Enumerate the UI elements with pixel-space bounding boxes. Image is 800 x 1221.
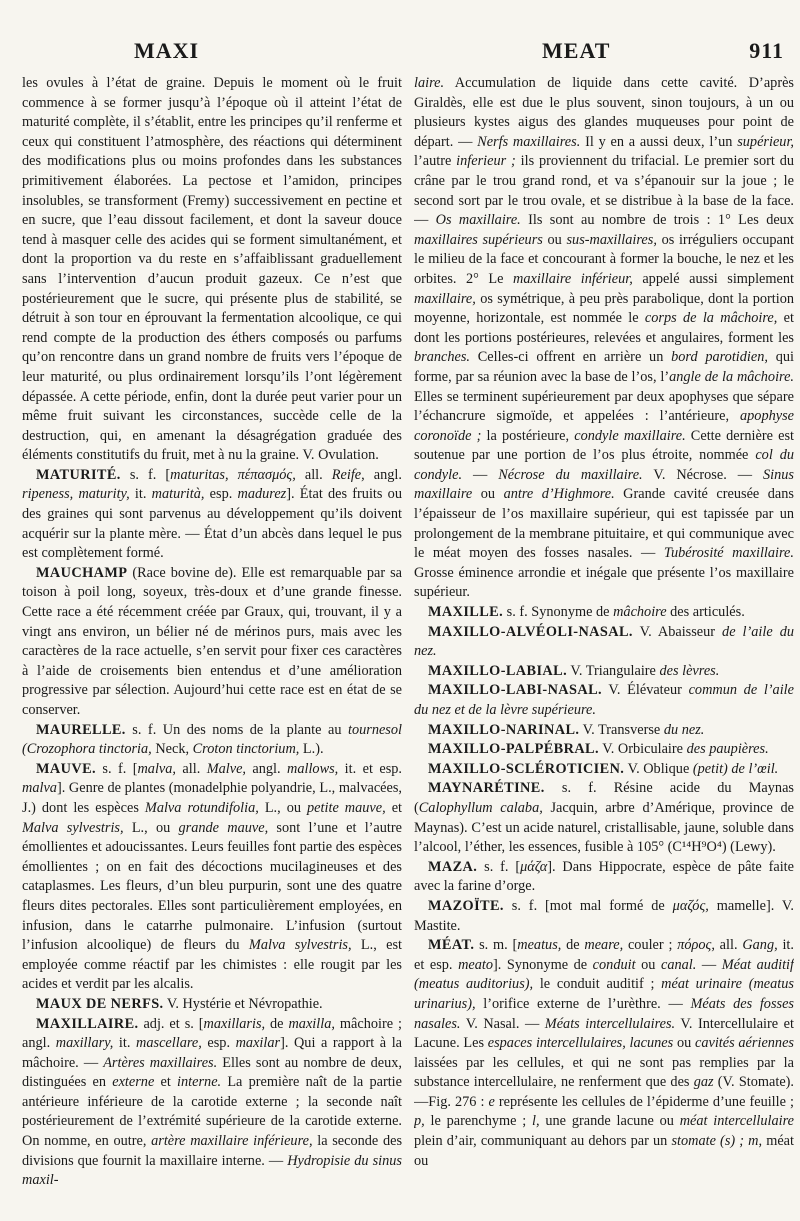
- italic-text: mallows,: [287, 760, 339, 777]
- page-number: 911: [749, 38, 784, 63]
- entry-headword: MAXILLO-SCLÉROTICIEN.: [428, 760, 625, 777]
- entry-text: des articulés.: [666, 604, 745, 621]
- entry-maux-nerfs: [22, 995, 402, 1015]
- entry-text: s. f. Un des noms de la plante au: [125, 721, 348, 738]
- left-guide-word: MAXI: [134, 38, 200, 63]
- entry-text: une grande lacune ou: [539, 1113, 680, 1130]
- entry-headword: MAUVE.: [36, 760, 96, 777]
- entry-text: Celles-ci offrent en arrière un: [470, 349, 672, 366]
- entry-maxillo-labi-nasal: [414, 681, 794, 720]
- entry-text: laissées par les cellules, et qui ne sont pas remplies par la substance intercellulaire, ne renferment que des: [414, 1054, 794, 1091]
- italic-text: Méat auditif (meatus auditorius),: [414, 956, 794, 993]
- entry-graine-cont: [22, 74, 402, 466]
- entry-text: L., est employée comme réactif par les chimistes : elle rougit par les acides et verdit par les alcalis.: [22, 937, 402, 993]
- italic-text: meatus,: [517, 937, 562, 954]
- entry-text: V. Abaisseur: [632, 623, 723, 640]
- italic-text: Croton tinctorium,: [192, 741, 300, 758]
- italic-text: bord parotidien,: [671, 349, 768, 366]
- entry-text: La première naît de la partie antérieure inférieure de la carotide externe ; la seconde naît postérieurement de l’extrémité supérieure de la carotide externe. On nomme, en outre,: [22, 1074, 402, 1150]
- italic-text: madurez: [237, 486, 287, 503]
- italic-text: commun de l’aile du nez et de la lèvre supérieure.: [414, 682, 794, 718]
- entry-headword: MAXILLO-LABIAL.: [428, 662, 568, 679]
- italic-text: gaz: [693, 1074, 714, 1091]
- entry-headword: MAYNARÉTINE.: [428, 780, 545, 797]
- entry-text: angl.: [364, 466, 402, 483]
- italic-text: Calophyllum calaba,: [418, 799, 543, 816]
- entry-headword: MÉAT.: [428, 937, 475, 954]
- entry-hydropisie-cont: [414, 74, 794, 603]
- entry-text: V. Élévateur: [602, 682, 689, 699]
- entry-text: ou: [472, 486, 504, 503]
- entry-headword: MAXILLO-NARINAL.: [428, 721, 580, 738]
- italic-text: Malva rotundifolia,: [144, 799, 259, 816]
- right-column: [414, 74, 794, 1213]
- italic-text: conduit: [592, 956, 636, 973]
- italic-text: μαζός,: [672, 897, 709, 914]
- entry-text: L., ou: [123, 819, 179, 836]
- entry-text: couler ;: [623, 937, 678, 954]
- entry-text: it.: [129, 486, 152, 503]
- italic-text: canal.: [660, 956, 697, 973]
- italic-text: tournesol (Crozophora tinctoria,: [22, 721, 402, 758]
- entry-maxillo-narinal: [414, 721, 794, 741]
- text-columns: [22, 74, 794, 1213]
- italic-text: Sinus maxillaire: [414, 466, 794, 503]
- italic-text: maxillary,: [55, 1035, 114, 1052]
- entry-headword: MAXILLAIRE.: [36, 1015, 139, 1032]
- entry-text: le conduit auditif ;: [533, 976, 662, 993]
- entry-text: mamelle]. V. Mastite.: [414, 897, 794, 934]
- italic-text: Hydropisie du sinus maxil-: [22, 1152, 402, 1189]
- entry-text: L.).: [299, 741, 324, 758]
- entry-text: Ils sont au nombre de trois : 1° Les deux: [520, 212, 794, 229]
- entry-headword: MAXILLO-ALVÉOLI-NASAL.: [428, 623, 633, 640]
- entry-headword: MAXILLE.: [428, 604, 504, 621]
- right-guide-word: MEAT: [542, 38, 611, 63]
- entry-maynaretine: [414, 779, 794, 857]
- entry-text: ou: [635, 956, 661, 973]
- italic-text: Gang,: [742, 937, 778, 954]
- italic-text: maxillaire,: [414, 290, 476, 307]
- entry-text: s. f. [: [120, 466, 171, 483]
- entry-maxillaire: [22, 1015, 402, 1191]
- italic-text: supérieur,: [737, 133, 794, 150]
- italic-text: Artères maxillaires.: [103, 1054, 218, 1071]
- italic-text: condyle maxillaire.: [574, 427, 686, 444]
- entry-headword: MATURITÉ.: [36, 466, 121, 483]
- entry-text: V. Oblique: [624, 760, 693, 777]
- entry-text: l’autre: [414, 153, 457, 170]
- entry-text: it. et esp.: [414, 937, 794, 973]
- entry-text: de: [265, 1015, 289, 1032]
- italic-text: mascellare,: [136, 1035, 202, 1052]
- entry-text: all.: [714, 937, 743, 954]
- left-column: [22, 74, 402, 1213]
- entry-text: représente les cellules de l’épiderme d’une feuille ;: [494, 1093, 794, 1110]
- entry-text: adj. et s. [: [138, 1015, 204, 1032]
- entry-mauve: [22, 760, 402, 995]
- entry-text: all.: [175, 760, 207, 777]
- entry-text: Jacquin, arbre d’Amérique, province de Maynas). C’est un acide naturel, cristallisable, jaune, soluble dans l’alcool, l’éther, les essences, fusible à 105° (C¹⁴H⁹O⁴) (Lewy).: [414, 799, 794, 856]
- italic-text: maturitas, πέπασμός,: [170, 466, 296, 483]
- italic-text: Méats intercellulaires.: [544, 1015, 676, 1032]
- entry-text: esp.: [204, 486, 238, 503]
- italic-text: espaces intercellulaires, lacunes: [487, 1035, 674, 1052]
- italic-text: sus-maxillaires,: [566, 231, 657, 248]
- entry-text: s. f. [mot mal formé de: [503, 897, 673, 914]
- entry-headword: MAXILLO-PALPÉBRAL.: [428, 741, 599, 758]
- italic-text: malva,: [137, 760, 176, 777]
- italic-text: Malve,: [206, 760, 246, 777]
- entry-text: Neck,: [151, 741, 193, 758]
- entry-text: Grande cavité creusée dans l’épaisseur de l’os maxillaire supérieur, qui est tapissée par un prolongement de la membrane pituitaire, et qui communique avec le méat moyen des fosses nasales. —: [414, 486, 794, 562]
- italic-text: meare,: [584, 937, 624, 954]
- italic-text: laire.: [414, 75, 445, 91]
- entry-text: s. f. Synonyme de: [503, 604, 614, 621]
- entry-text: Elles sont au nombre de deux, distinguées en: [22, 1054, 402, 1091]
- entry-text: et: [154, 1074, 178, 1091]
- italic-text: inferieur ;: [456, 153, 516, 170]
- entry-text: V. Triangulaire: [567, 662, 660, 679]
- italic-text: malva: [22, 780, 57, 797]
- italic-text: maturità,: [151, 486, 205, 503]
- entry-text: os irréguliers occupant le milieu de la face et concourant à former la bouche, le nez et les orbites. 2° Le: [414, 231, 794, 287]
- entry-text: Cette dernière est soutenue par une portion de l’os plus étroite, nommée: [414, 427, 794, 464]
- entry-text: de: [561, 937, 585, 954]
- italic-text: maxilla,: [288, 1015, 335, 1032]
- entry-text: angl.: [245, 760, 288, 777]
- entry-maza: [414, 858, 794, 897]
- italic-text: petite mauve,: [307, 799, 386, 816]
- entry-text: Il y en a aussi deux, l’un: [580, 133, 738, 150]
- entry-text: s. m. [: [474, 937, 518, 954]
- entry-headword: MAUX DE NERFS.: [36, 995, 164, 1012]
- italic-text: cavités aériennes: [694, 1035, 794, 1052]
- entry-text: l’orifice externe de l’urèthre. —: [475, 995, 691, 1012]
- entry-text: ]. Dans Hippocrate, espèce de pâte faite avec la farine d’orge.: [414, 858, 794, 895]
- entry-text: ils proviennent du trifacial. Le premier sort du crâne par le trou grand rond, et va s’épanouir sur la joue ; le second sort par le trou ovale, et se distribue à la base de la face. —: [414, 153, 794, 229]
- entry-text: Accumulation de liquide dans cette cavité. D’après Giraldès, elle est due le plus souvent, sinon toujours, à un ou plusieurs kystes aigus des glandes muqueuses pour point de départ. —: [414, 75, 794, 150]
- entry-mazoite: [414, 897, 794, 936]
- italic-text: des lèvres.: [659, 662, 720, 679]
- entry-text: s. f. [: [95, 760, 138, 777]
- entry-text: ]. Genre de plantes (monadelphie polyandrie, L., malvacées, J.) dont les espèces: [22, 780, 402, 816]
- italic-text: Tubérosité maxillaire.: [663, 545, 794, 562]
- entry-text: ]. Qui a rapport à la mâchoire. —: [22, 1035, 402, 1071]
- entry-text: sont l’une et l’autre émollientes et adoucissantes. Leurs feuilles font partie des espèces émollientes ; on en fait des décoctions mucilagineuses et des cataplasmes. Les fleurs, d’un bleu purpurin, sont une des quatre fleurs dites pectorales. Elles sont particulièrement employées, en infusion, dans le catarrhe pulmonaire. L’infusion (surtout l’infusion alcoolique) de fleurs du: [22, 819, 402, 954]
- italic-text: Méats des fosses nasales.: [414, 995, 794, 1032]
- entry-text: (Race bovine de). Elle est remarquable par sa toison à poil long, soyeux, très-doux et d’une grande finesse. Cette race a été récemment créée par Graux, qui, trouvant, il y a vingt ans environ, un bélier né de mérinos purs, mais avec les caractères de la race actuelle, s’en servit pour fixer ces caractères à l’aide de croisements bien entendus et d’une amélioration progressive par sélection. Aujourd’hui cette race est en état de se conserver.: [22, 564, 402, 718]
- italic-text: artère maxillaire inférieure,: [151, 1133, 313, 1150]
- entry-text: V. Hystérie et Névropathie.: [163, 995, 323, 1012]
- entry-text: it.: [113, 1035, 137, 1052]
- italic-text: maxilar: [235, 1035, 281, 1052]
- italic-text: du nez.: [663, 721, 705, 738]
- entry-maxille: [414, 603, 794, 623]
- entry-maurelle: [22, 721, 402, 760]
- italic-text: interne.: [177, 1074, 222, 1091]
- italic-text: Nerfs maxillaires.: [477, 133, 581, 150]
- italic-text: stomate (s) ; m,: [671, 1133, 763, 1150]
- entry-text: all.: [295, 466, 332, 483]
- italic-text: μάζα: [520, 858, 548, 875]
- entry-text: V. Transverse: [579, 721, 664, 738]
- italic-text: externe: [112, 1074, 155, 1091]
- entry-text: —: [462, 466, 499, 483]
- entry-text: Elles se terminent supérieurement par deux apophyses que sépare l’échancrure sigmoïde, et appelées : l’antérieure,: [414, 388, 794, 425]
- italic-text: apophyse coronoïde ;: [414, 408, 794, 444]
- italic-text: mâchoire: [613, 604, 667, 621]
- running-head: [0, 0, 800, 70]
- entry-text: os symétrique, à peu près parabolique, dont la portion moyenne, horizontale, est nommée le: [414, 290, 794, 327]
- entry-text: ou: [542, 231, 567, 248]
- entry-text: Grosse éminence arrondie et inégale que présente l’os maxillaire supérieur.: [414, 564, 794, 601]
- italic-text: maxillaires supérieurs: [414, 231, 543, 248]
- entry-maxillo-labial: [414, 662, 794, 682]
- entry-text: L., ou: [258, 799, 308, 816]
- entry-text: mâchoire ; angl.: [22, 1015, 402, 1052]
- italic-text: Reife,: [331, 466, 365, 483]
- entry-text: méat ou: [414, 1133, 794, 1169]
- entry-text: les ovules à l’état de graine. Depuis le moment où le fruit commence à se former jusqu’à l’époque où il atteint l’état de maturité complète, il s’établit, entre les principes qu’il renferme et ceux qui constituent l’atmosphère, des réactions qui déterminent des modifications plus ou moins profondes dans les substances primitivement élaborées. La pectose et l’amidon, principes insolubles, se transforment (Fremy) successivement en pectine et en sucre, que l’eau dissout facilement, et dont la saveur douce tend à masquer celle des acides qui se forment simultanément, et dont la proportion va du reste en s’affaiblissant graduellement sans l’intervention d’aucun produit gazeux. Ce n’est que postérieurement que le sucre, qui présente plus de stabilité, se détruit à son tour en éprouvant la fermentation alcoolique, ce qui rend compte de la production des éthers composés ou parfums qu’on rencontre dans un grand nombre de fruits vers l’époque de leur maturité, ou plus ordinairement lorsqu’ils l’ont légèrement dépassée. A cette période, enfin, dont la durée peut varier pour un même fruit suivant les circonstances, succède celle de la destruction, qui, en amenant la désagrégation graduée des éléments constitutifs du fruit, met à nu la graine. V. Ovulation.: [22, 75, 402, 464]
- entry-mauchamp: [22, 564, 402, 721]
- italic-text: p,: [414, 1113, 425, 1130]
- entry-headword: MAXILLO-LABI-NASAL.: [428, 682, 603, 699]
- entry-text: ]. Synonyme de: [493, 956, 593, 973]
- italic-text: col du condyle.: [414, 447, 794, 483]
- entry-text: esp.: [201, 1035, 236, 1052]
- italic-text: des paupières.: [686, 741, 769, 758]
- entry-headword: MAURELLE.: [36, 721, 126, 738]
- entry-text: et dont les portions postérieures, relevées et angulaires, forment les: [414, 310, 794, 346]
- entry-text: la seconde des divisions que fournit la maxillaire interne. —: [22, 1133, 402, 1169]
- entry-text: V. Nasal. —: [460, 1015, 545, 1032]
- entry-maxillo-scleroticien: [414, 760, 794, 780]
- entry-text: ou: [673, 1035, 695, 1052]
- italic-text: e: [488, 1093, 495, 1110]
- italic-text: méat intercellulaire: [679, 1113, 794, 1130]
- entry-text: la postérieure,: [481, 427, 575, 444]
- entry-text: appelé aussi simplement: [632, 270, 794, 287]
- italic-text: Malva sylvestris,: [248, 937, 352, 954]
- italic-text: branches.: [414, 349, 470, 366]
- entry-text: s. f. Résine acide du Maynas (: [414, 780, 794, 816]
- entry-text: le parenchyme ;: [424, 1113, 533, 1130]
- entry-headword: MAZA.: [428, 858, 478, 875]
- entry-text: (V. Stomate).—Fig. 276 :: [414, 1074, 794, 1110]
- entry-text: et: [385, 799, 402, 816]
- entry-text: V. Intercellulaire et Lacune. Les: [414, 1015, 794, 1052]
- italic-text: angle de la mâchoire.: [669, 368, 794, 385]
- entry-text: V. Nécrose. —: [642, 466, 763, 483]
- italic-text: méat urinaire (meatus urinarius),: [414, 976, 794, 1012]
- entry-text: ]. État des fruits ou des graines qui sont parvenus au développement qu’ils doivent acquérir sur la plante mère. — État d’un abcès dans lequel le pus est complètement formé.: [22, 486, 402, 562]
- entry-text: s. f. [: [477, 858, 521, 875]
- italic-text: grande mauve,: [178, 819, 269, 836]
- italic-text: maxillaire inférieur,: [513, 270, 633, 287]
- entry-headword: MAZOÏTE.: [428, 897, 504, 914]
- italic-text: Malva sylvestris,: [22, 819, 124, 836]
- italic-text: πόρος,: [677, 937, 715, 954]
- italic-text: de l’aile du nez.: [414, 623, 794, 660]
- italic-text: meato: [458, 956, 494, 973]
- entry-text: plein d’air, communiquant au dehors par un: [414, 1133, 672, 1150]
- entry-text: V. Orbiculaire: [598, 741, 687, 758]
- entry-headword: MAUCHAMP: [36, 564, 128, 581]
- italic-text: antre d’Highmore.: [503, 486, 615, 503]
- italic-text: l,: [532, 1113, 540, 1130]
- italic-text: Os maxillaire.: [435, 212, 521, 229]
- entry-maxillo-alveoli: [414, 623, 794, 662]
- italic-text: maxillaris,: [203, 1015, 266, 1032]
- entry-maturite: [22, 466, 402, 564]
- entry-maxillo-palpebral: [414, 740, 794, 760]
- entry-text: —: [696, 956, 722, 973]
- italic-text: ripeness, maturity,: [22, 486, 130, 503]
- italic-text: Nécrose du maxillaire.: [498, 466, 643, 483]
- entry-text: qui forme, par sa réunion avec la base de l’os, l’: [414, 349, 794, 385]
- entry-text: it. et esp.: [338, 760, 402, 777]
- italic-text: (petit) de l’œil.: [692, 760, 779, 777]
- entry-meat: [414, 936, 794, 1171]
- italic-text: corps de la mâchoire,: [644, 310, 778, 327]
